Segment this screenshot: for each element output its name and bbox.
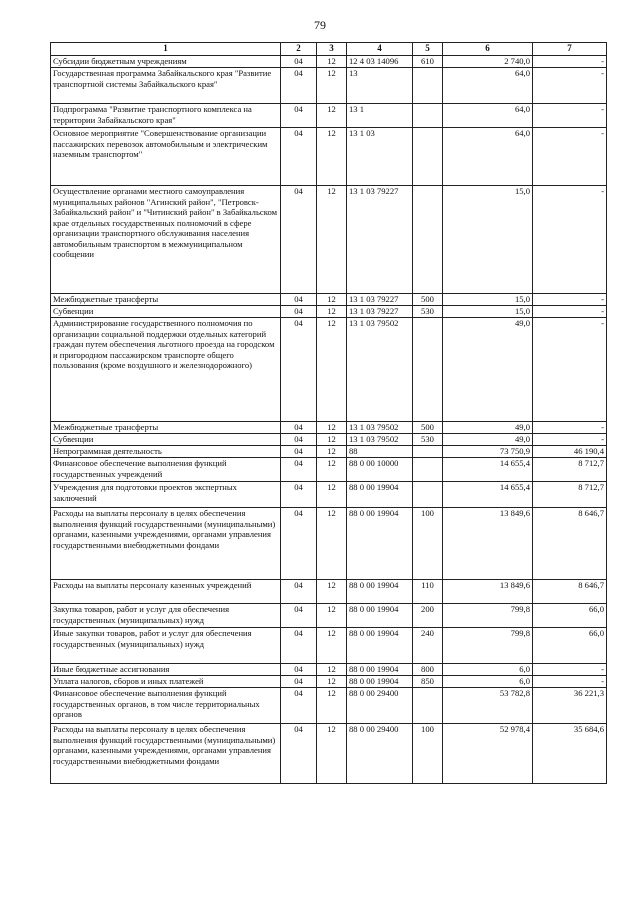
table-row — [51, 186, 607, 294]
cell-sum-total: 14 655,4 — [443, 458, 533, 482]
budget-table — [50, 42, 607, 784]
cell-name: Финансовое обеспечение выполнения функций государственных органов, в том числе территориальных органов — [51, 688, 281, 724]
cell-name: Основное мероприятие "Совершенствование организации пассажирских перевозок автомобильным и электрическим наземным транспортом" — [51, 128, 281, 186]
cell-section: 04 — [281, 458, 317, 482]
cell-sum-subvention: - — [533, 318, 607, 422]
cell-expense-type — [413, 68, 443, 104]
cell-name: Администрирование государственного полномочия по организации социальной поддержки отдельных категорий граждан путем обеспечения льготного проезда на городском и пригородном пассажирском транспорте общего пользования (кроме воздушного и железнодорожного) — [51, 318, 281, 422]
cell-sum-total: 799,8 — [443, 604, 533, 628]
cell-subsection: 12 — [317, 422, 347, 434]
col-header-target-article: 4 — [347, 43, 413, 56]
table-row — [51, 422, 607, 434]
cell-subsection: 12 — [317, 580, 347, 604]
cell-sum-subvention: - — [533, 104, 607, 128]
cell-sum-total: 15,0 — [443, 294, 533, 306]
cell-sum-subvention: - — [533, 128, 607, 186]
table-row — [51, 128, 607, 186]
cell-subsection: 12 — [317, 688, 347, 724]
cell-target-article: 88 — [347, 446, 413, 458]
col-header-section: 2 — [281, 43, 317, 56]
cell-section: 04 — [281, 56, 317, 68]
cell-expense-type — [413, 458, 443, 482]
cell-sum-total: 14 655,4 — [443, 482, 533, 508]
cell-subsection: 12 — [317, 56, 347, 68]
table-row — [51, 68, 607, 104]
cell-section: 04 — [281, 422, 317, 434]
cell-expense-type: 200 — [413, 604, 443, 628]
page-number: 79 — [314, 18, 326, 32]
cell-subsection: 12 — [317, 104, 347, 128]
cell-name: Субвенции — [51, 434, 281, 446]
cell-subsection: 12 — [317, 676, 347, 688]
cell-sum-subvention: - — [533, 56, 607, 68]
cell-expense-type: 850 — [413, 676, 443, 688]
cell-subsection: 12 — [317, 482, 347, 508]
cell-subsection: 12 — [317, 458, 347, 482]
cell-sum-total: 64,0 — [443, 68, 533, 104]
col-header-name: 1 — [51, 43, 281, 56]
header-row — [51, 43, 607, 56]
cell-name: Иные закупки товаров, работ и услуг для обеспечения государственных (муниципальных) нужд — [51, 628, 281, 664]
cell-expense-type — [413, 104, 443, 128]
cell-sum-total: 6,0 — [443, 676, 533, 688]
cell-expense-type: 100 — [413, 724, 443, 784]
cell-target-article: 13 1 03 79502 — [347, 318, 413, 422]
table-row — [51, 434, 607, 446]
cell-section: 04 — [281, 664, 317, 676]
table-row — [51, 676, 607, 688]
cell-sum-subvention: 35 684,6 — [533, 724, 607, 784]
cell-sum-subvention: 66,0 — [533, 604, 607, 628]
cell-subsection: 12 — [317, 446, 347, 458]
cell-expense-type — [413, 482, 443, 508]
cell-target-article: 13 1 03 79502 — [347, 422, 413, 434]
table-row — [51, 580, 607, 604]
cell-name: Финансовое обеспечение выполнения функций государственных учреждений — [51, 458, 281, 482]
cell-sum-total: 13 849,6 — [443, 580, 533, 604]
cell-target-article: 13 1 03 79227 — [347, 306, 413, 318]
cell-target-article: 88 0 00 19904 — [347, 628, 413, 664]
cell-target-article: 13 1 03 79227 — [347, 294, 413, 306]
cell-sum-subvention: 36 221,3 — [533, 688, 607, 724]
cell-sum-subvention: 8 646,7 — [533, 580, 607, 604]
table-row — [51, 306, 607, 318]
cell-section: 04 — [281, 628, 317, 664]
cell-target-article: 12 4 03 14096 — [347, 56, 413, 68]
cell-target-article: 13 1 03 79502 — [347, 434, 413, 446]
cell-target-article: 13 — [347, 68, 413, 104]
cell-subsection: 12 — [317, 434, 347, 446]
cell-name: Расходы на выплаты персоналу в целях обеспечения выполнения функций государственными (муниципальными) органами, казенными учреждениями, органами управления государственными внебюджетными фондами — [51, 508, 281, 580]
cell-expense-type: 530 — [413, 434, 443, 446]
table-row — [51, 688, 607, 724]
cell-target-article: 88 0 00 10000 — [347, 458, 413, 482]
cell-expense-type — [413, 446, 443, 458]
cell-sum-total: 64,0 — [443, 128, 533, 186]
cell-name: Субсидии бюджетным учреждениям — [51, 56, 281, 68]
cell-sum-total: 6,0 — [443, 664, 533, 676]
cell-subsection: 12 — [317, 604, 347, 628]
cell-section: 04 — [281, 508, 317, 580]
cell-sum-subvention: - — [533, 294, 607, 306]
cell-sum-subvention: - — [533, 676, 607, 688]
cell-sum-subvention: 46 190,4 — [533, 446, 607, 458]
cell-section: 04 — [281, 128, 317, 186]
cell-sum-subvention: - — [533, 434, 607, 446]
cell-name: Уплата налогов, сборов и иных платежей — [51, 676, 281, 688]
cell-sum-total: 64,0 — [443, 104, 533, 128]
cell-expense-type: 110 — [413, 580, 443, 604]
cell-sum-total: 49,0 — [443, 434, 533, 446]
cell-target-article: 13 1 03 79227 — [347, 186, 413, 294]
cell-expense-type: 530 — [413, 306, 443, 318]
cell-target-article: 88 0 00 19904 — [347, 482, 413, 508]
table-row — [51, 628, 607, 664]
cell-name: Подпрограмма "Развитие транспортного комплекса на территории Забайкальского края" — [51, 104, 281, 128]
cell-sum-total: 2 740,0 — [443, 56, 533, 68]
cell-subsection: 12 — [317, 628, 347, 664]
cell-name: Закупка товаров, работ и услуг для обеспечения государственных (муниципальных) нужд — [51, 604, 281, 628]
cell-sum-total: 52 978,4 — [443, 724, 533, 784]
cell-subsection: 12 — [317, 294, 347, 306]
cell-section: 04 — [281, 482, 317, 508]
cell-sum-subvention: - — [533, 306, 607, 318]
col-header-sum-total: 6 — [443, 43, 533, 56]
cell-section: 04 — [281, 446, 317, 458]
cell-subsection: 12 — [317, 664, 347, 676]
cell-section: 04 — [281, 306, 317, 318]
cell-expense-type: 500 — [413, 422, 443, 434]
cell-name: Межбюджетные трансферты — [51, 422, 281, 434]
cell-subsection: 12 — [317, 128, 347, 186]
table-row — [51, 458, 607, 482]
cell-sum-subvention: 8 646,7 — [533, 508, 607, 580]
table-row — [51, 482, 607, 508]
cell-name: Межбюджетные трансферты — [51, 294, 281, 306]
table-row — [51, 446, 607, 458]
cell-name: Непрограммная деятельность — [51, 446, 281, 458]
cell-name: Расходы на выплаты персоналу казенных учреждений — [51, 580, 281, 604]
table-row — [51, 724, 607, 784]
cell-sum-subvention: 8 712,7 — [533, 482, 607, 508]
cell-section: 04 — [281, 604, 317, 628]
cell-subsection: 12 — [317, 724, 347, 784]
cell-expense-type: 800 — [413, 664, 443, 676]
cell-expense-type: 240 — [413, 628, 443, 664]
cell-sum-total: 49,0 — [443, 422, 533, 434]
table-row — [51, 294, 607, 306]
table-row — [51, 508, 607, 580]
cell-section: 04 — [281, 676, 317, 688]
cell-target-article: 88 0 00 29400 — [347, 688, 413, 724]
cell-sum-total: 13 849,6 — [443, 508, 533, 580]
cell-sum-subvention: 8 712,7 — [533, 458, 607, 482]
cell-target-article: 88 0 00 19904 — [347, 664, 413, 676]
cell-subsection: 12 — [317, 186, 347, 294]
col-header-sum-subvention: 7 — [533, 43, 607, 56]
cell-subsection: 12 — [317, 508, 347, 580]
cell-sum-subvention: - — [533, 422, 607, 434]
cell-expense-type: 500 — [413, 294, 443, 306]
cell-name: Осуществление органами местного самоуправления муниципальных районов "Агинский район", "Петровск-Забайкальский район" и "Читинский район" в Забайкальском крае отдельных государственных полномочий в сфере организации транспортного обслуживания населения автомобильным транспортом в межмуниципальном сообщении — [51, 186, 281, 294]
cell-sum-total: 49,0 — [443, 318, 533, 422]
cell-target-article: 88 0 00 19904 — [347, 508, 413, 580]
cell-section: 04 — [281, 434, 317, 446]
cell-section: 04 — [281, 294, 317, 306]
cell-expense-type — [413, 186, 443, 294]
cell-name: Субвенции — [51, 306, 281, 318]
cell-sum-subvention: 66,0 — [533, 628, 607, 664]
cell-target-article: 88 0 00 19904 — [347, 580, 413, 604]
cell-name: Расходы на выплаты персоналу в целях обеспечения выполнения функций государственными (муниципальными) органами, казенными учреждениями, органами управления государственными внебюджетными фондами — [51, 724, 281, 784]
cell-section: 04 — [281, 688, 317, 724]
cell-subsection: 12 — [317, 318, 347, 422]
cell-expense-type — [413, 318, 443, 422]
cell-target-article: 88 0 00 19904 — [347, 604, 413, 628]
table-row — [51, 104, 607, 128]
cell-name: Учреждения для подготовки проектов экспертных заключений — [51, 482, 281, 508]
cell-subsection: 12 — [317, 306, 347, 318]
table-row — [51, 664, 607, 676]
cell-sum-subvention: - — [533, 68, 607, 104]
cell-target-article: 88 0 00 29400 — [347, 724, 413, 784]
cell-sum-subvention: - — [533, 186, 607, 294]
cell-section: 04 — [281, 580, 317, 604]
cell-section: 04 — [281, 318, 317, 422]
table-body — [51, 56, 607, 784]
cell-section: 04 — [281, 724, 317, 784]
cell-expense-type — [413, 128, 443, 186]
cell-sum-total: 73 750,9 — [443, 446, 533, 458]
cell-expense-type: 610 — [413, 56, 443, 68]
cell-name: Государственная программа Забайкальского края "Развитие транспортной системы Забайкальского края" — [51, 68, 281, 104]
col-header-expense-type: 5 — [413, 43, 443, 56]
cell-section: 04 — [281, 68, 317, 104]
col-header-subsection: 3 — [317, 43, 347, 56]
cell-section: 04 — [281, 104, 317, 128]
cell-name: Иные бюджетные ассигнования — [51, 664, 281, 676]
cell-sum-total: 15,0 — [443, 186, 533, 294]
cell-sum-total: 15,0 — [443, 306, 533, 318]
cell-sum-total: 799,8 — [443, 628, 533, 664]
cell-expense-type: 100 — [413, 508, 443, 580]
cell-expense-type — [413, 688, 443, 724]
cell-section: 04 — [281, 186, 317, 294]
cell-subsection: 12 — [317, 68, 347, 104]
cell-target-article: 88 0 00 19904 — [347, 676, 413, 688]
table-row — [51, 318, 607, 422]
cell-target-article: 13 1 03 — [347, 128, 413, 186]
table-row — [51, 56, 607, 68]
cell-target-article: 13 1 — [347, 104, 413, 128]
table-row — [51, 604, 607, 628]
cell-sum-subvention: - — [533, 664, 607, 676]
cell-sum-total: 53 782,8 — [443, 688, 533, 724]
